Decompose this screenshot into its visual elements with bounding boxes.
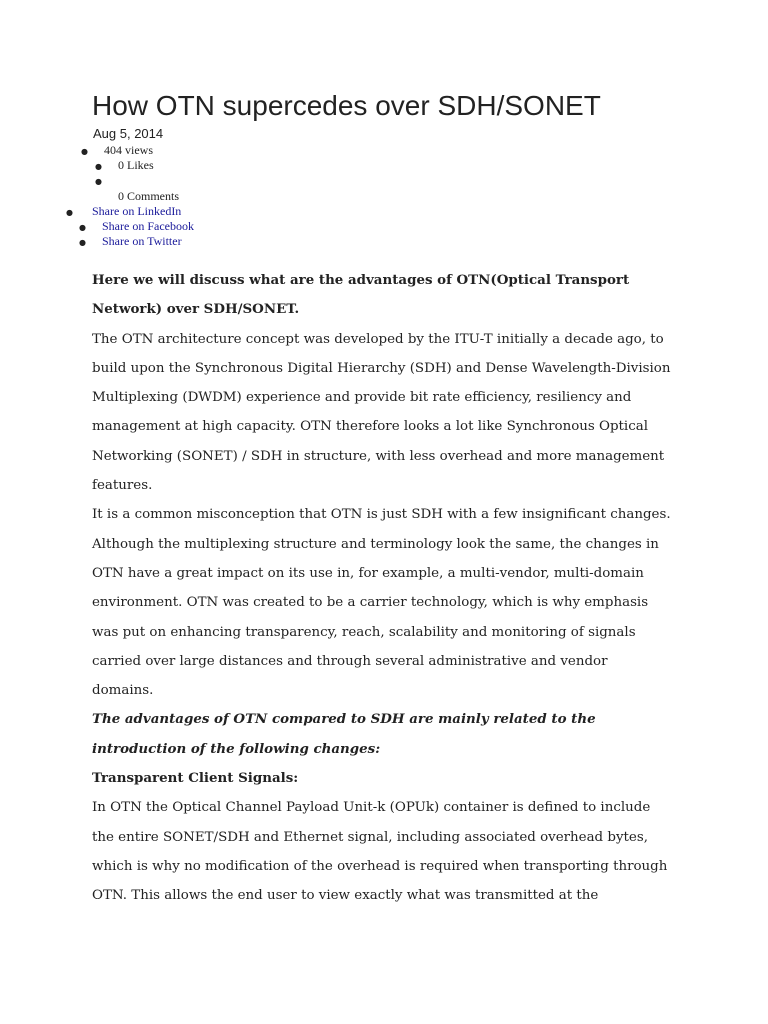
share-twitter-link[interactable]: Share on Twitter xyxy=(102,234,182,248)
intro-paragraph: Here we will discuss what are the advantages of OTN(Optical Transport Network) over SDH/SONET. xyxy=(92,272,630,318)
paragraph-architecture: The OTN architecture concept was developed by the ITU-T initially a decade ago, to build upon the Synchronous Digital Hierarchy (SDH) and Dense Wavelength-Division Multiplexing (DWDM) experience and provide bit rate efficiency, resiliency and management at high capacity. OTN therefore looks a lot like Synchronous Optical Networking (SONET) / SDH in structure, with less overhead and more management features. xyxy=(92,331,671,494)
paragraph-transparent-client-signals: In OTN the Optical Channel Payload Unit-k (OPUk) container is defined to include the entire SONET/SDH and Ethernet signal, including associated overhead bytes, which is why no modification of the overhead is required when transporting through OTN. This allows the end user to view exactly what was transmitted at the xyxy=(92,800,668,904)
bullet-twitter: ● xyxy=(79,238,86,247)
paragraph-misconception: It is a common misconception that OTN is just SDH with a few insignificant changes. Although the multiplexing structure and terminology look the same, the changes in OTN have a great impact on its use in, for example, a multi-vendor, multi-domain environment. OTN was created to be a carrier technology, which is why emphasis was put on enhancing transparency, reach, scalability and monitoring of signals carried over large distances and through several administrative and vendor domains. xyxy=(92,507,671,699)
likes-count[interactable]: 0 Likes xyxy=(118,158,154,172)
section-heading-transparent-client-signals: Transparent Client Signals: xyxy=(92,770,299,787)
bullet-facebook: ● xyxy=(79,223,86,232)
comments-count[interactable]: 0 Comments xyxy=(118,189,180,203)
views-count: 404 views xyxy=(104,143,153,157)
bullet-comments: ● xyxy=(95,177,102,186)
bullet-views: ● xyxy=(81,147,88,156)
share-facebook-link[interactable]: Share on Facebook xyxy=(102,219,194,233)
advantages-heading: The advantages of OTN compared to SDH are mainly related to the introduction of the following changes: xyxy=(92,711,596,757)
article-title: How OTN supercedes over SDH/SONET xyxy=(92,90,601,121)
bullet-likes: ● xyxy=(95,162,102,171)
article-body xyxy=(92,266,672,911)
bullet-linkedin: ● xyxy=(66,208,73,217)
share-linkedin-link[interactable]: Share on LinkedIn xyxy=(92,204,182,218)
article-date: Aug 5, 2014 xyxy=(93,126,164,141)
